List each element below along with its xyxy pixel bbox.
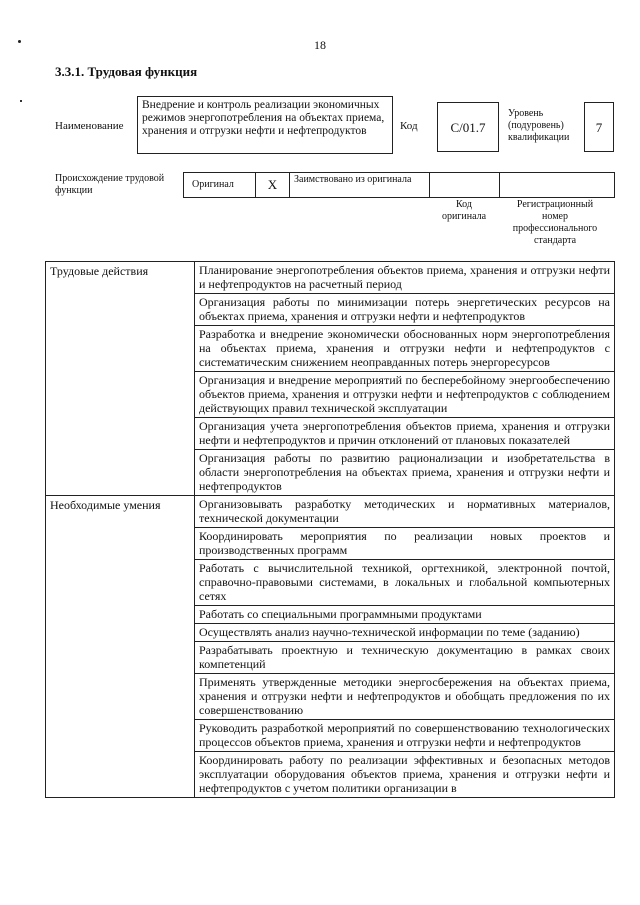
code-label: Код: [400, 120, 418, 132]
original-mark: X: [256, 173, 290, 197]
original-label: Оригинал: [184, 173, 256, 197]
table-row: [46, 262, 615, 496]
section-title-cell: Трудовые действия: [46, 262, 195, 496]
level-value: 7: [584, 102, 614, 152]
list-item: Координировать мероприятия по реализации новых проектов и производственных программ: [195, 528, 614, 560]
origin-table: [183, 172, 615, 198]
list-item: Руководить разработкой мероприятий по совершенствованию технологических процессов объектов приема, хранения и отгрузки нефти и нефтепродуктов: [195, 720, 614, 752]
list-item: Работать с вычислительной техникой, оргтехникой, электронной почтой, справочно-правовыми системами, в локальных и глобальной компьютерных сетях: [195, 560, 614, 606]
list-item: Работать со специальными программными продуктами: [195, 606, 614, 624]
name-label: Наименование: [55, 120, 124, 132]
code-value: C/01.7: [437, 102, 499, 152]
section-title: 3.3.1. Трудовая функция: [55, 64, 198, 79]
list-item: Организация и внедрение мероприятий по бесперебойному энергообеспечению объектов приема, хранения и отгрузки нефти и нефтепродуктов с соблюдением действующих правил технической эксплуатации: [195, 372, 614, 418]
page-number: 18: [314, 38, 326, 52]
scan-mark: [20, 100, 22, 102]
function-details-table: [45, 261, 615, 798]
section-items: [195, 496, 615, 798]
function-name-box: Внедрение и контроль реализации экономичных режимов энергопотребления на объектах приема, хранения и отгрузки нефти и нефтепродуктов: [137, 96, 393, 154]
code-original-label: Код оригинала: [441, 199, 487, 222]
reg-number-cell: [500, 173, 616, 197]
list-item: Координировать работу по реализации эффективных и безопасных методов эксплуатации оборудования объектов приема, хранения и отгрузки нефти и нефтепродуктов с учетом политики организации в: [199, 753, 610, 795]
code-original-cell: [430, 173, 500, 197]
list-item: Применять утвержденные методики энергосбережения на объектах приема, хранения и отгрузки нефти и нефтепродуктов и обобщать предложения по их совершенствованию: [195, 674, 614, 720]
list-item: Разработка и внедрение экономически обоснованных норм энергопотребления на объектах приема, хранения и отгрузки нефти и нефтепродуктов с систематическим снижением неоправданных потерь энергоресурсов: [195, 326, 614, 372]
list-item: Планирование энергопотребления объектов приема, хранения и отгрузки нефти и нефтепродуктов на расчетный период: [195, 262, 614, 294]
table-row: [46, 496, 615, 798]
borrowed-label: Заимствовано из оригинала: [290, 173, 430, 197]
list-item: Разрабатывать проектную и техническую документацию в рамках своих компетенций: [195, 642, 614, 674]
list-item: Организация учета энергопотребления объектов приема, хранения и отгрузки нефти и нефтепродуктов и причин отклонений от плановых показателей: [195, 418, 614, 450]
list-item: Организация работы по развитию рационализации и изобретательства в области энергопотребления на объектах приема, хранения и отгрузки нефти и нефтепродуктов: [199, 451, 610, 493]
list-item: Осуществлять анализ научно-технической информации по теме (заданию): [195, 624, 614, 642]
origin-label: Происхождение трудовой функции: [55, 173, 165, 196]
list-item: Организация работы по минимизации потерь энергетических ресурсов на объектах приема, хранения и отгрузки нефти и нефтепродуктов: [195, 294, 614, 326]
level-label: Уровень (подуровень) квалификации: [508, 108, 570, 143]
reg-number-label: Регистрационный номер профессионального стандарта: [512, 199, 598, 246]
list-item: Организовывать разработку методических и нормативных материалов, технической документации: [195, 496, 614, 528]
section-items: [195, 262, 615, 496]
section-title-cell: Необходимые умения: [46, 496, 195, 798]
